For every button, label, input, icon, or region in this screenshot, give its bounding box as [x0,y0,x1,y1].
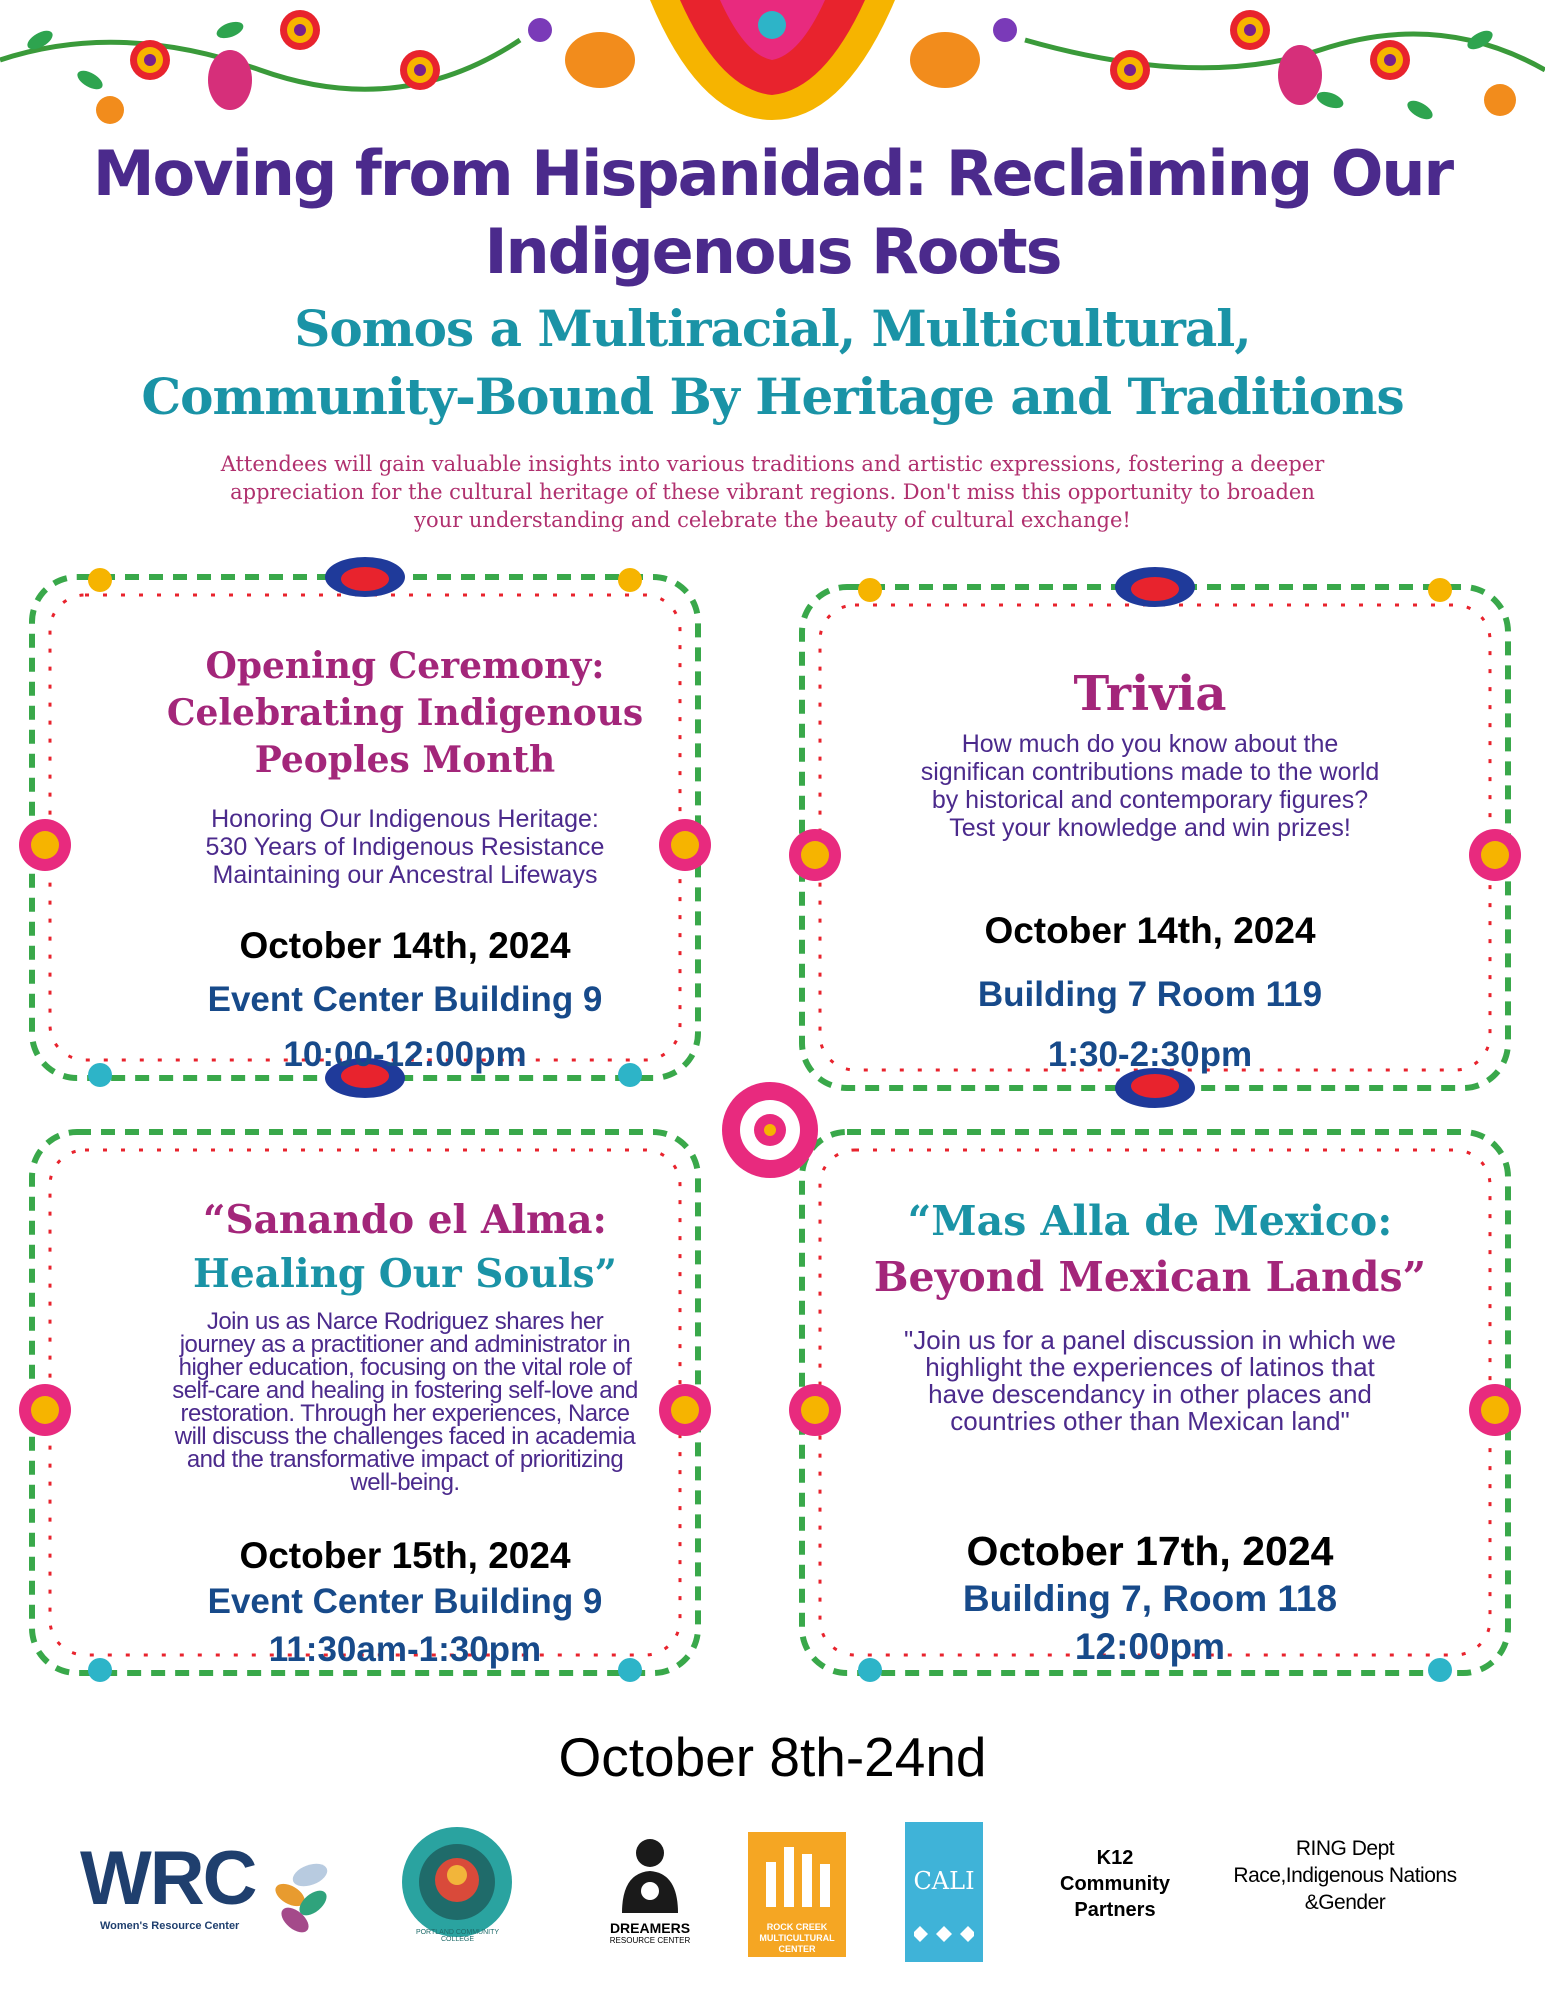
event-desc-line: "Join us for a panel discussion in which we [904,1325,1396,1355]
k12-partners [1040,1845,1190,1923]
event-4-time: 12:00pm [1074,1626,1226,1667]
rock-creek-line: MULTICULTURAL [759,1933,835,1943]
event-desc-line: well-being. [350,1469,460,1496]
dreamers-logo [600,1835,700,1955]
event-title-line: “Sanando el Alma: [203,1197,607,1243]
event-title-line: Opening Ceremony: [205,645,605,687]
ring-line: Race,Indigenous Nations [1233,1864,1457,1887]
intro-line: Attendees will gain valuable insights into various traditions and artistic expressions, fostering a deeper [220,452,1325,476]
event-1-description [100,805,710,889]
wrc-logo [80,1836,335,1940]
event-desc-line: significan contributions made to the world [920,758,1380,786]
center-flower [715,1075,825,1185]
event-title-line: Beyond Mexican Lands” [873,1253,1427,1301]
garland-flowers [96,0,1516,124]
event-4-description [830,1327,1470,1435]
title-line: Moving from Hispanidad: Reclaiming Our [92,137,1453,210]
event-1-time: 10:00-12:00pm [283,1035,527,1074]
event-desc-line: and the transformative impact of prioritizing [186,1446,624,1473]
intro-line: appreciation for the cultural heritage of these vibrant regions. Don't miss this opportunity to broaden [230,480,1315,504]
event-3-date: October 15th, 2024 [239,1535,571,1576]
subtitle-line: Community-Bound By Heritage and Traditions [141,367,1404,426]
leaf-icon [265,1855,340,1940]
event-desc-line: Maintaining our Ancestral Lifeways [212,861,598,889]
event-desc-line: Honoring Our Indigenous Heritage: [211,805,599,833]
event-1-date: October 14th, 2024 [239,925,571,966]
ring-dept [1225,1835,1465,1916]
wrc-letters: WRC [80,1836,256,1921]
dreamers-sub: RESOURCE CENTER [609,1936,691,1945]
event-title-line: Healing Our Souls” [193,1251,617,1297]
dreamers-figure-icon [600,1835,700,1915]
event-1-title [100,643,710,784]
event-2-title [830,665,1470,723]
event-title-line: Peoples Month [254,739,556,781]
event-title-line: Trivia [1073,666,1227,722]
event-2-location: Building 7 Room 119 [977,975,1323,1014]
event-desc-line: 530 Years of Indigenous Resistance [205,833,605,861]
date-range: October 8th-24nd [558,1726,987,1788]
event-3-time: 11:30am-1:30pm [268,1630,542,1669]
event-desc-line: self-care and healing in fostering self-love and [172,1377,638,1404]
event-desc-line: will discuss the challenges faced in academia [174,1423,636,1450]
page-title [0,135,1545,291]
pcc-logo [400,1825,515,1943]
event-title-line: Celebrating Indigenous [166,692,644,734]
wrc-name: Women's Resource Center [100,1920,240,1932]
event-desc-line: countries other than Mexican land" [950,1406,1350,1436]
pcc-seal-icon [400,1825,515,1940]
cali-letters: CALI [913,1867,975,1895]
event-desc-line: by historical and contemporary figures? [931,786,1369,814]
event-4-location: Building 7, Room 118 [962,1578,1338,1619]
intro-text [150,450,1395,534]
event-3-description [100,1310,710,1494]
k12-line: Community [1060,1873,1170,1895]
event-desc-line: have descendancy in other places and [928,1379,1372,1409]
papel-picado-icon [914,1922,974,1950]
event-2-time: 1:30-2:30pm [1047,1035,1253,1074]
event-desc-line: Test your knowledge and win prizes! [949,814,1351,842]
intro-line: your understanding and celebrate the beauty of cultural exchange! [414,508,1131,532]
k12-line: K12 [1096,1847,1134,1869]
k12-line: Partners [1074,1899,1156,1921]
event-desc-line: Join us as Narce Rodriguez shares her [206,1308,604,1335]
raised-hands-icon [748,1832,846,1917]
event-2-description [830,730,1470,842]
event-2-date: October 14th, 2024 [984,910,1316,951]
page-subtitle [0,295,1545,431]
pcc-text: PORTLAND COMMUNITY COLLEGE [415,1929,500,1943]
event-title-line: “Mas Alla de Mexico: [907,1197,1393,1245]
ring-line: RING Dept [1295,1837,1395,1860]
rock-creek-text [748,1922,846,1955]
title-line: Indigenous Roots [484,215,1061,288]
rock-creek-line: CENTER [778,1944,816,1954]
event-4-title [830,1193,1470,1305]
subtitle-line: Somos a Multiracial, Multicultural, [294,299,1251,358]
event-3-location: Event Center Building 9 [207,1582,603,1621]
rock-creek-line: ROCK CREEK [766,1922,828,1932]
floral-garland [0,0,1545,150]
event-desc-line: journey as a practitioner and administrator in [179,1331,631,1358]
ring-line: &Gender [1304,1891,1386,1914]
event-4-date: October 17th, 2024 [966,1528,1334,1574]
event-3-title [100,1193,710,1301]
event-desc-line: restoration. Through her experiences, Narce [180,1400,630,1427]
event-desc-line: higher education, focusing on the vital role of [178,1354,632,1381]
rock-creek-logo [748,1832,846,1957]
event-1-location: Event Center Building 9 [207,980,603,1019]
event-desc-line: How much do you know about the [961,730,1339,758]
event-desc-line: highlight the experiences of latinos that [925,1352,1375,1382]
dreamers-name: DREAMERS [609,1920,691,1936]
cali-logo [905,1822,983,1962]
